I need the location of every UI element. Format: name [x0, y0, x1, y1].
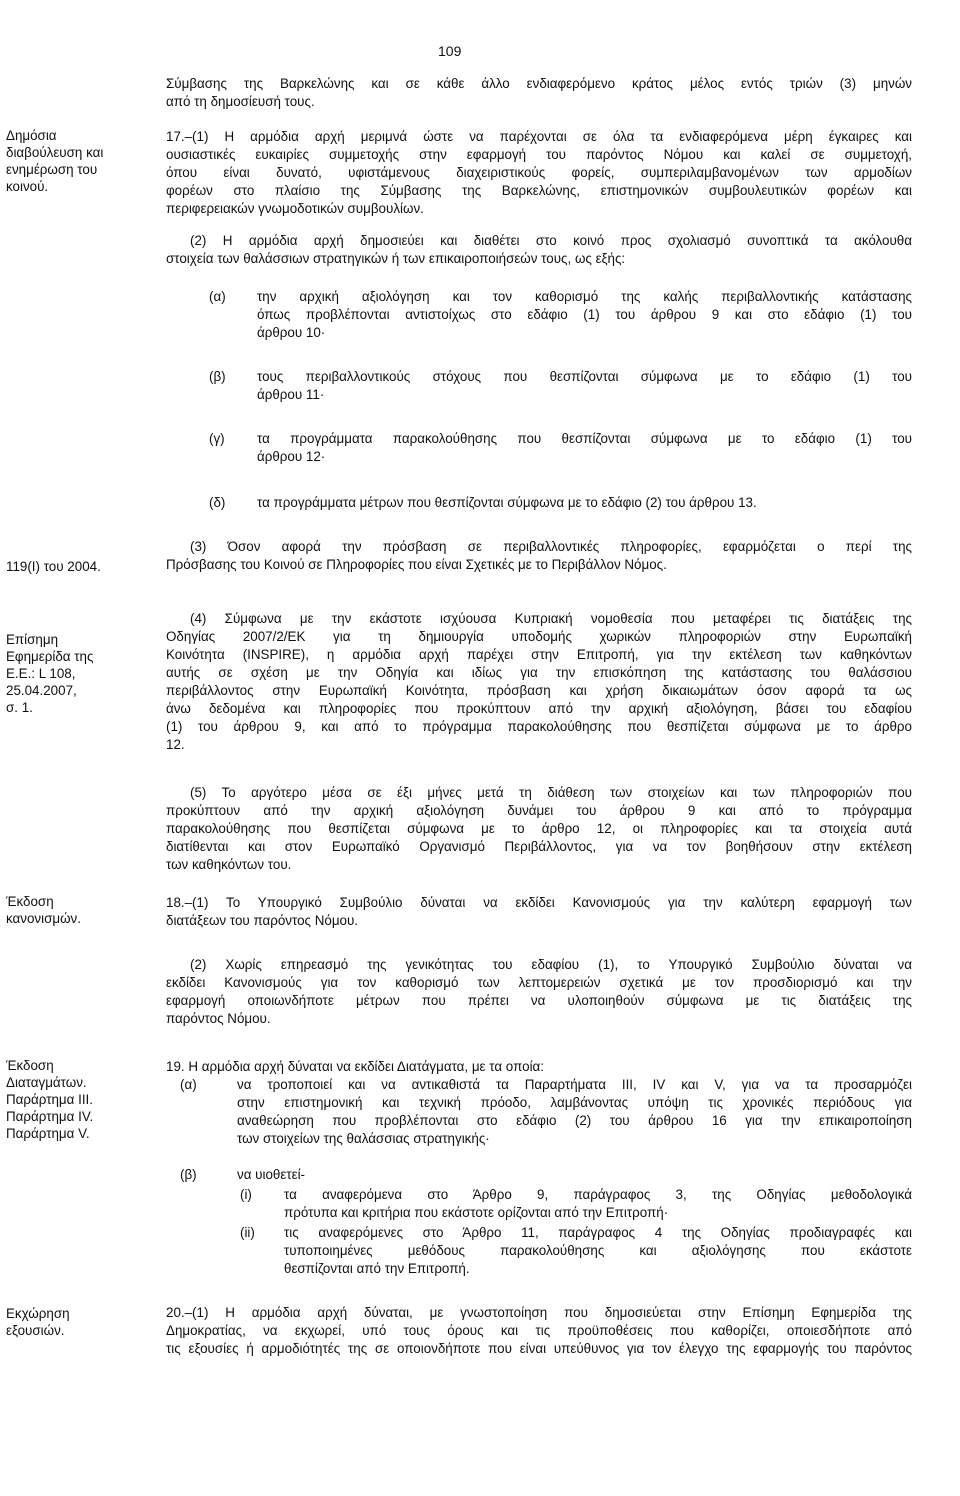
art17-p4-line: Κοινότητα (INSPIRE), η αρμόδια αρχή παρέχει στην Επιτροπή, για την εκτέλεση των καθηκόντων — [166, 647, 912, 662]
art17-p5-line: (5) Το αργότερο μέσα σε έξι μήνες μετά τη διάθεση των στοιχείων και των πληροφοριών που — [190, 785, 912, 800]
list-item-line: τα προγράμματα μέτρων που θεσπίζονται σύμφωνα με το εδάφιο (2) του άρθρου 13. — [257, 495, 757, 510]
art20-line: 20.–(1) Η αρμόδια αρχή δύναται, με γνωστοποίηση που δημοσιεύεται στην Επίσημη Εφημερίδα της — [166, 1305, 912, 1320]
art19-item-label: (α) — [180, 1077, 197, 1092]
art17-p4-line: 12. — [166, 737, 185, 752]
art17-p4-line: Οδηγίας 2007/2/ΕΚ για τη δημιουργία υποδομής χωρικών πληροφοριών στην Ευρωπαϊκή — [166, 629, 912, 644]
art19-b-intro: να υιοθετεί- — [237, 1167, 306, 1182]
list-item-line: άρθρου 12· — [257, 449, 326, 464]
art18-p2-line: παρόντος Νόμου. — [166, 1011, 271, 1026]
list-item-label: (α) — [209, 289, 226, 304]
art17-p4-line: άνω δεδομένα και πληροφορίες που προκύπτουν από την αρχική αξιολόγηση, βάσει του εδαφίου — [166, 701, 912, 716]
art17-p1-line: όπου είναι δυνατό, υφιστάμενους διαχειριστικούς φορείς, συμπεριλαμβανομένων των αρμοδίων — [166, 165, 912, 180]
art19-ii-line: τυποποιημένες μεθόδους παρακολούθησης και αξιολόγησης που εκάστοτε — [284, 1243, 912, 1258]
art19-i-line: τα αναφερόμενα στο Άρθρο 9, παράγραφος 3, της Οδηγίας μεθοδολογικά — [284, 1187, 912, 1202]
art19-subitem-label: (i) — [240, 1187, 252, 1202]
list-item-label: (β) — [209, 369, 226, 384]
art17-p4-line: περιβάλλοντος στην Ευρωπαϊκή Κοινότητα, πρόσβαση και χρήση δικαιωμάτων όσον αφορά τα ως — [166, 683, 912, 698]
art17-p1-line: 17.–(1) Η αρμόδια αρχή μεριμνά ώστε να παρέχονται σε όλα τα ενδιαφερόμενα μέρη έγκαιρες και — [166, 129, 912, 144]
art19-a-line: στην επιστημονική και τεχνική πρόοδο, λαμβάνοντας υπόψη τις χρονικές περιόδους για — [237, 1095, 912, 1110]
art19-a-line: να τροποποιεί και να αντικαθιστά τα Παραρτήματα ΙΙΙ, IV και V, για να τα προσαρμόζει — [237, 1077, 912, 1092]
art17-p5-line: παρακολούθησης που θεσπίζεται σύμφωνα με το άρθρο 12, οι πληροφορίες και τα στοιχεία αυτά — [166, 821, 912, 836]
list-item-line: άρθρου 11· — [257, 387, 325, 402]
art17-p4-line: (4) Σύμφωνα με την εκάστοτε ισχύουσα Κυπριακή νομοθεσία που μεταφέρει τις διατάξεις της — [190, 611, 912, 626]
art17-p5-line: προκύπτουν από την αρχική αξιολόγηση δυνάμει του άρθρου 9 και από το πρόγραμμα — [166, 803, 912, 818]
intro-line-2: από τη δημοσίευσή τους. — [166, 94, 315, 109]
list-item-line: την αρχική αξιολόγηση και τον καθορισμό της καλής περιβαλλοντικής κατάστασης — [257, 289, 912, 304]
art17-p2-line: στοιχεία των θαλάσσιων στρατηγικών ή των επικαιροποιήσεών τους, ως εξής: — [166, 251, 626, 266]
art19-ii-line: τις αναφερόμενες στο Άρθρο 11, παράγραφος 4 της Οδηγίας προδιαγραφές και — [284, 1225, 912, 1240]
list-item-line: τα προγράμματα παρακολούθησης που θεσπίζονται σύμφωνα με το εδάφιο (1) του — [257, 431, 912, 446]
art17-p2-line: (2) Η αρμόδια αρχή δημοσιεύει και διαθέτει στο κοινό προς σχολιασμό συνοπτικά τα ακόλουθα — [190, 233, 912, 248]
margin-note-issue-orders: Έκδοση Διαταγμάτων. Παράρτημα ΙΙΙ. Παράρτημα IV. Παράρτημα V. — [6, 1058, 94, 1141]
art17-p4-line: (1) του άρθρου 9, και από το πρόγραμμα παρακολούθησης που θεσπίζεται σύμφωνα με το άρθρο — [166, 719, 912, 734]
art18-p1-line: 18.–(1) Το Υπουργικό Συμβούλιο δύναται να εκδίδει Κανονισμούς για την καλύτερη εφαρμογή των — [166, 895, 912, 910]
list-item-label: (δ) — [209, 495, 226, 510]
art19-subitem-label: (ii) — [240, 1225, 255, 1240]
intro-line-1: Σύμβασης της Βαρκελώνης και σε κάθε άλλο ενδιαφερόμενο κράτος μέλος εντός τριών (3) μηνών — [166, 76, 912, 91]
art17-p5-line: των καθηκόντων του. — [166, 857, 292, 872]
art17-p1-line: περιφερειακών γνωμοδοτικών συμβουλίων. — [166, 201, 424, 216]
art19-ii-line: θεσπίζονται από την Επιτροπή. — [284, 1261, 470, 1276]
list-item-label: (γ) — [209, 431, 225, 446]
art19-item-label: (β) — [180, 1167, 197, 1182]
art17-p1-line: ουσιαστικές ευκαιρίες συμμετοχής στην εφαρμογή του παρόντος Νόμου και καλεί σε συμμετοχή, — [166, 147, 912, 162]
list-item-line: όπως προβλέπονται αντιστοίχως στο εδάφιο (1) του άρθρου 9 και στο εδάφιο (1) του — [257, 307, 912, 322]
margin-note-issue-regulations: Έκδοση κανονισμών. — [6, 894, 81, 926]
art17-p1-line: φορέων στο πλαίσιο της Σύμβασης της Βαρκελώνης, επιστημονικών συμβουλευτικών φορέων και — [166, 183, 912, 198]
margin-note-public-consultation: Δημόσια διαβούλευση και ενημέρωση του κοινού. — [6, 128, 104, 194]
list-item-line: άρθρου 10· — [257, 325, 326, 340]
art20-line: τις εξουσίες ή αρμοδιότητές της σε οποιονδήποτε που είναι υπεύθυνος για τον έλεγχο της εφαρμογής του παρόντος — [166, 1341, 912, 1356]
art18-p1-line: διατάξεων του παρόντος Νόμου. — [166, 913, 359, 928]
art18-p2-line: εκδίδει Κανονισμούς για τον καθορισμό των λεπτομερειών σχετικά με τον προσδιορισμό και την — [166, 975, 912, 990]
list-item-line: τους περιβαλλοντικούς στόχους που θεσπίζονται σύμφωνα με το εδάφιο (1) του — [257, 369, 912, 384]
art19-a-line: των στοιχείων της θαλάσσιας στρατηγικής· — [237, 1131, 490, 1146]
art19-intro: 19. Η αρμόδια αρχή δύναται να εκδίδει Διατάγματα, με τα οποία: — [166, 1059, 545, 1074]
margin-note-law-ref: 119(I) του 2004. — [6, 559, 101, 574]
art18-p2-line: εφαρμογή οποιωνδήποτε μέτρων που πρέπει να υλοποιηθούν σύμφωνα με τις διατάξεις της — [166, 993, 912, 1008]
art19-a-line: αναθεώρηση που προβλέπονται στο εδάφιο (2) του άρθρου 16 για την επικαιροποίηση — [237, 1113, 912, 1128]
art17-p3-line: Πρόσβασης του Κοινού σε Πληροφορίες που είναι Σχετικές με το Περιβάλλον Νόμος. — [166, 557, 667, 572]
art17-p5-line: διατίθενται και στον Ευρωπαϊκό Οργανισμό Περιβάλλοντος, για να τον βοηθήσουν στην εκτέλεση — [166, 839, 912, 854]
margin-note-official-journal: Επίσημη Εφημερίδα της Ε.Ε.: L 108, 25.04.2007, σ. 1. — [6, 632, 94, 715]
margin-note-empowerment: Εκχώρηση εξουσιών. — [6, 1306, 70, 1338]
art20-line: Δημοκρατίας, να εκχωρεί, υπό τους όρους και τις προϋποθέσεις που καθορίζει, οποιεσδήποτε από — [166, 1323, 912, 1338]
art18-p2-line: (2) Χωρίς επηρεασμό της γενικότητας του εδαφίου (1), το Υπουργικό Συμβούλιο δύναται να — [190, 957, 912, 972]
art19-i-line: πρότυπα και κριτήρια που εκάστοτε ορίζονται από την Επιτροπή· — [284, 1205, 669, 1220]
art17-p4-line: αυτής σε σχέση με την Οδηγία και ιδίως για την επισκόπηση της κατάστασης του θαλάσσιου — [166, 665, 912, 680]
page-number: 109 — [438, 43, 462, 59]
art17-p3-line: (3) Όσον αφορά την πρόσβαση σε περιβαλλοντικές πληροφορίες, εφαρμόζεται ο περί της — [190, 539, 912, 554]
